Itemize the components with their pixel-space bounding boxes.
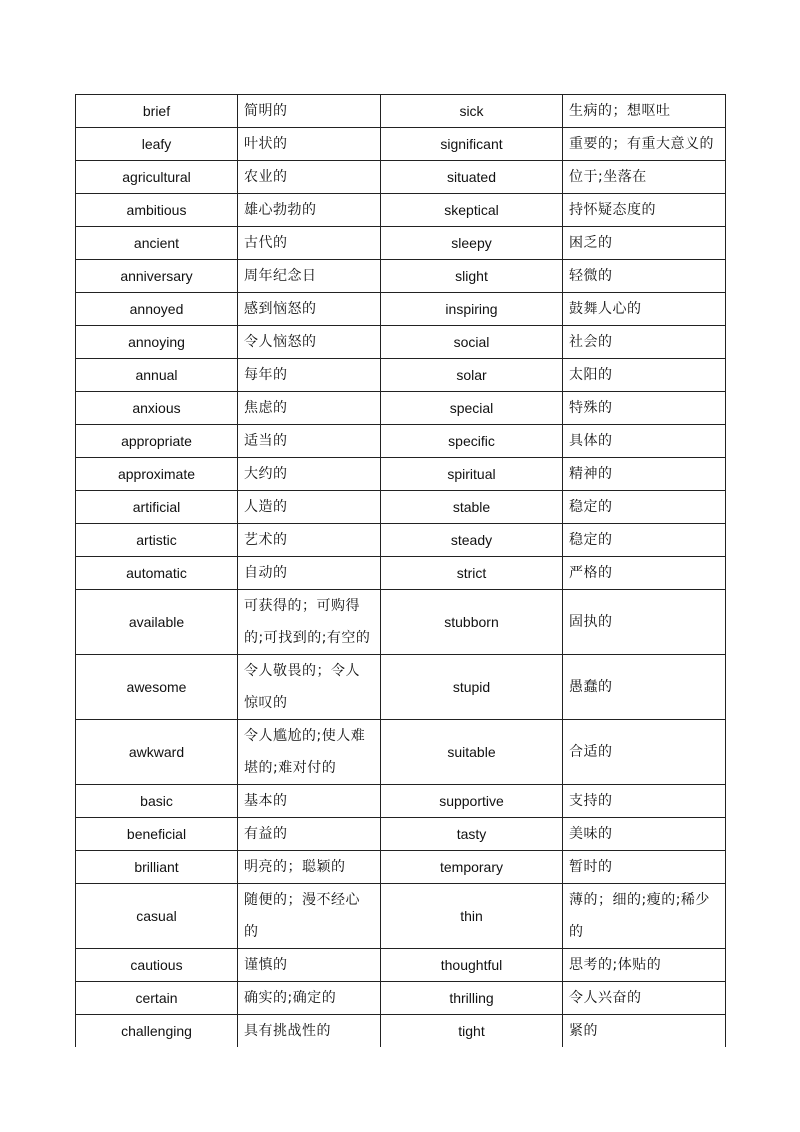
chinese-meaning-cell: 周年纪念日 — [238, 260, 381, 293]
english-word-cell: anxious — [76, 392, 238, 425]
table-row — [76, 425, 726, 458]
table-row — [76, 95, 726, 128]
chinese-meaning-cell: 鼓舞人心的 — [563, 293, 726, 326]
table-row — [76, 260, 726, 293]
chinese-meaning-cell: 简明的 — [238, 95, 381, 128]
chinese-meaning-cell: 大约的 — [238, 458, 381, 491]
chinese-meaning-cell: 社会的 — [563, 326, 726, 359]
chinese-meaning-cell: 具有挑战性的 — [238, 1015, 381, 1048]
english-word-cell: appropriate — [76, 425, 238, 458]
english-word-cell: special — [381, 392, 563, 425]
chinese-meaning-cell: 适当的 — [238, 425, 381, 458]
chinese-meaning-cell: 令人兴奋的 — [563, 982, 726, 1015]
english-word-cell: supportive — [381, 785, 563, 818]
table-row — [76, 392, 726, 425]
chinese-meaning-cell: 合适的 — [563, 720, 726, 785]
chinese-meaning-cell: 农业的 — [238, 161, 381, 194]
table-row — [76, 655, 726, 720]
english-word-cell: beneficial — [76, 818, 238, 851]
chinese-meaning-cell: 明亮的；聪颖的 — [238, 851, 381, 884]
table-row — [76, 720, 726, 785]
table-row — [76, 557, 726, 590]
chinese-meaning-cell: 自动的 — [238, 557, 381, 590]
chinese-meaning-cell: 支持的 — [563, 785, 726, 818]
chinese-meaning-cell: 随便的；漫不经心的 — [238, 884, 381, 949]
english-word-cell: available — [76, 590, 238, 655]
english-word-cell: temporary — [381, 851, 563, 884]
chinese-meaning-cell: 紧的 — [563, 1015, 726, 1048]
english-word-cell: automatic — [76, 557, 238, 590]
english-word-cell: situated — [381, 161, 563, 194]
english-word-cell: basic — [76, 785, 238, 818]
table-row — [76, 818, 726, 851]
english-word-cell: agricultural — [76, 161, 238, 194]
table-row — [76, 982, 726, 1015]
english-word-cell: specific — [381, 425, 563, 458]
english-word-cell: stupid — [381, 655, 563, 720]
english-word-cell: casual — [76, 884, 238, 949]
chinese-meaning-cell: 有益的 — [238, 818, 381, 851]
table-row — [76, 491, 726, 524]
table-row — [76, 458, 726, 491]
english-word-cell: steady — [381, 524, 563, 557]
chinese-meaning-cell: 谨慎的 — [238, 949, 381, 982]
chinese-meaning-cell: 固执的 — [563, 590, 726, 655]
chinese-meaning-cell: 每年的 — [238, 359, 381, 392]
table-row — [76, 227, 726, 260]
english-word-cell: spiritual — [381, 458, 563, 491]
english-word-cell: thrilling — [381, 982, 563, 1015]
chinese-meaning-cell: 重要的；有重大意义的 — [563, 128, 726, 161]
chinese-meaning-cell: 古代的 — [238, 227, 381, 260]
english-word-cell: brilliant — [76, 851, 238, 884]
english-word-cell: stubborn — [381, 590, 563, 655]
vocabulary-table — [75, 94, 726, 1047]
table-row — [76, 194, 726, 227]
chinese-meaning-cell: 具体的 — [563, 425, 726, 458]
english-word-cell: inspiring — [381, 293, 563, 326]
chinese-meaning-cell: 位于;坐落在 — [563, 161, 726, 194]
english-word-cell: stable — [381, 491, 563, 524]
table-row — [76, 128, 726, 161]
chinese-meaning-cell: 焦虑的 — [238, 392, 381, 425]
chinese-meaning-cell: 基本的 — [238, 785, 381, 818]
chinese-meaning-cell: 愚蠢的 — [563, 655, 726, 720]
english-word-cell: tight — [381, 1015, 563, 1048]
chinese-meaning-cell: 思考的;体贴的 — [563, 949, 726, 982]
english-word-cell: suitable — [381, 720, 563, 785]
chinese-meaning-cell: 令人恼怒的 — [238, 326, 381, 359]
english-word-cell: annoyed — [76, 293, 238, 326]
chinese-meaning-cell: 精神的 — [563, 458, 726, 491]
english-word-cell: artificial — [76, 491, 238, 524]
english-word-cell: social — [381, 326, 563, 359]
chinese-meaning-cell: 特殊的 — [563, 392, 726, 425]
chinese-meaning-cell: 令人敬畏的；令人惊叹的 — [238, 655, 381, 720]
english-word-cell: awesome — [76, 655, 238, 720]
english-word-cell: ambitious — [76, 194, 238, 227]
english-word-cell: tasty — [381, 818, 563, 851]
english-word-cell: sick — [381, 95, 563, 128]
english-word-cell: anniversary — [76, 260, 238, 293]
table-row — [76, 590, 726, 655]
chinese-meaning-cell: 困乏的 — [563, 227, 726, 260]
chinese-meaning-cell: 轻微的 — [563, 260, 726, 293]
english-word-cell: brief — [76, 95, 238, 128]
table-row — [76, 785, 726, 818]
english-word-cell: challenging — [76, 1015, 238, 1048]
english-word-cell: certain — [76, 982, 238, 1015]
vocabulary-table-body — [76, 95, 726, 1048]
english-word-cell: significant — [381, 128, 563, 161]
chinese-meaning-cell: 令人尴尬的;使人难堪的;难对付的 — [238, 720, 381, 785]
english-word-cell: thin — [381, 884, 563, 949]
table-row — [76, 293, 726, 326]
english-word-cell: approximate — [76, 458, 238, 491]
chinese-meaning-cell: 暂时的 — [563, 851, 726, 884]
chinese-meaning-cell: 太阳的 — [563, 359, 726, 392]
chinese-meaning-cell: 确实的;确定的 — [238, 982, 381, 1015]
english-word-cell: artistic — [76, 524, 238, 557]
english-word-cell: annual — [76, 359, 238, 392]
chinese-meaning-cell: 雄心勃勃的 — [238, 194, 381, 227]
english-word-cell: slight — [381, 260, 563, 293]
chinese-meaning-cell: 美味的 — [563, 818, 726, 851]
table-row — [76, 884, 726, 949]
english-word-cell: solar — [381, 359, 563, 392]
english-word-cell: annoying — [76, 326, 238, 359]
table-row — [76, 949, 726, 982]
chinese-meaning-cell: 感到恼怒的 — [238, 293, 381, 326]
chinese-meaning-cell: 持怀疑态度的 — [563, 194, 726, 227]
english-word-cell: ancient — [76, 227, 238, 260]
english-word-cell: strict — [381, 557, 563, 590]
chinese-meaning-cell: 艺术的 — [238, 524, 381, 557]
chinese-meaning-cell: 可获得的；可购得的;可找到的;有空的 — [238, 590, 381, 655]
english-word-cell: leafy — [76, 128, 238, 161]
chinese-meaning-cell: 严格的 — [563, 557, 726, 590]
english-word-cell: awkward — [76, 720, 238, 785]
table-row — [76, 326, 726, 359]
english-word-cell: thoughtful — [381, 949, 563, 982]
english-word-cell: cautious — [76, 949, 238, 982]
table-row — [76, 524, 726, 557]
english-word-cell: sleepy — [381, 227, 563, 260]
english-word-cell: skeptical — [381, 194, 563, 227]
table-row — [76, 161, 726, 194]
chinese-meaning-cell: 稳定的 — [563, 524, 726, 557]
chinese-meaning-cell: 生病的；想呕吐 — [563, 95, 726, 128]
chinese-meaning-cell: 人造的 — [238, 491, 381, 524]
table-row — [76, 1015, 726, 1048]
table-row — [76, 851, 726, 884]
chinese-meaning-cell: 薄的；细的;瘦的;稀少的 — [563, 884, 726, 949]
chinese-meaning-cell: 叶状的 — [238, 128, 381, 161]
chinese-meaning-cell: 稳定的 — [563, 491, 726, 524]
table-row — [76, 359, 726, 392]
